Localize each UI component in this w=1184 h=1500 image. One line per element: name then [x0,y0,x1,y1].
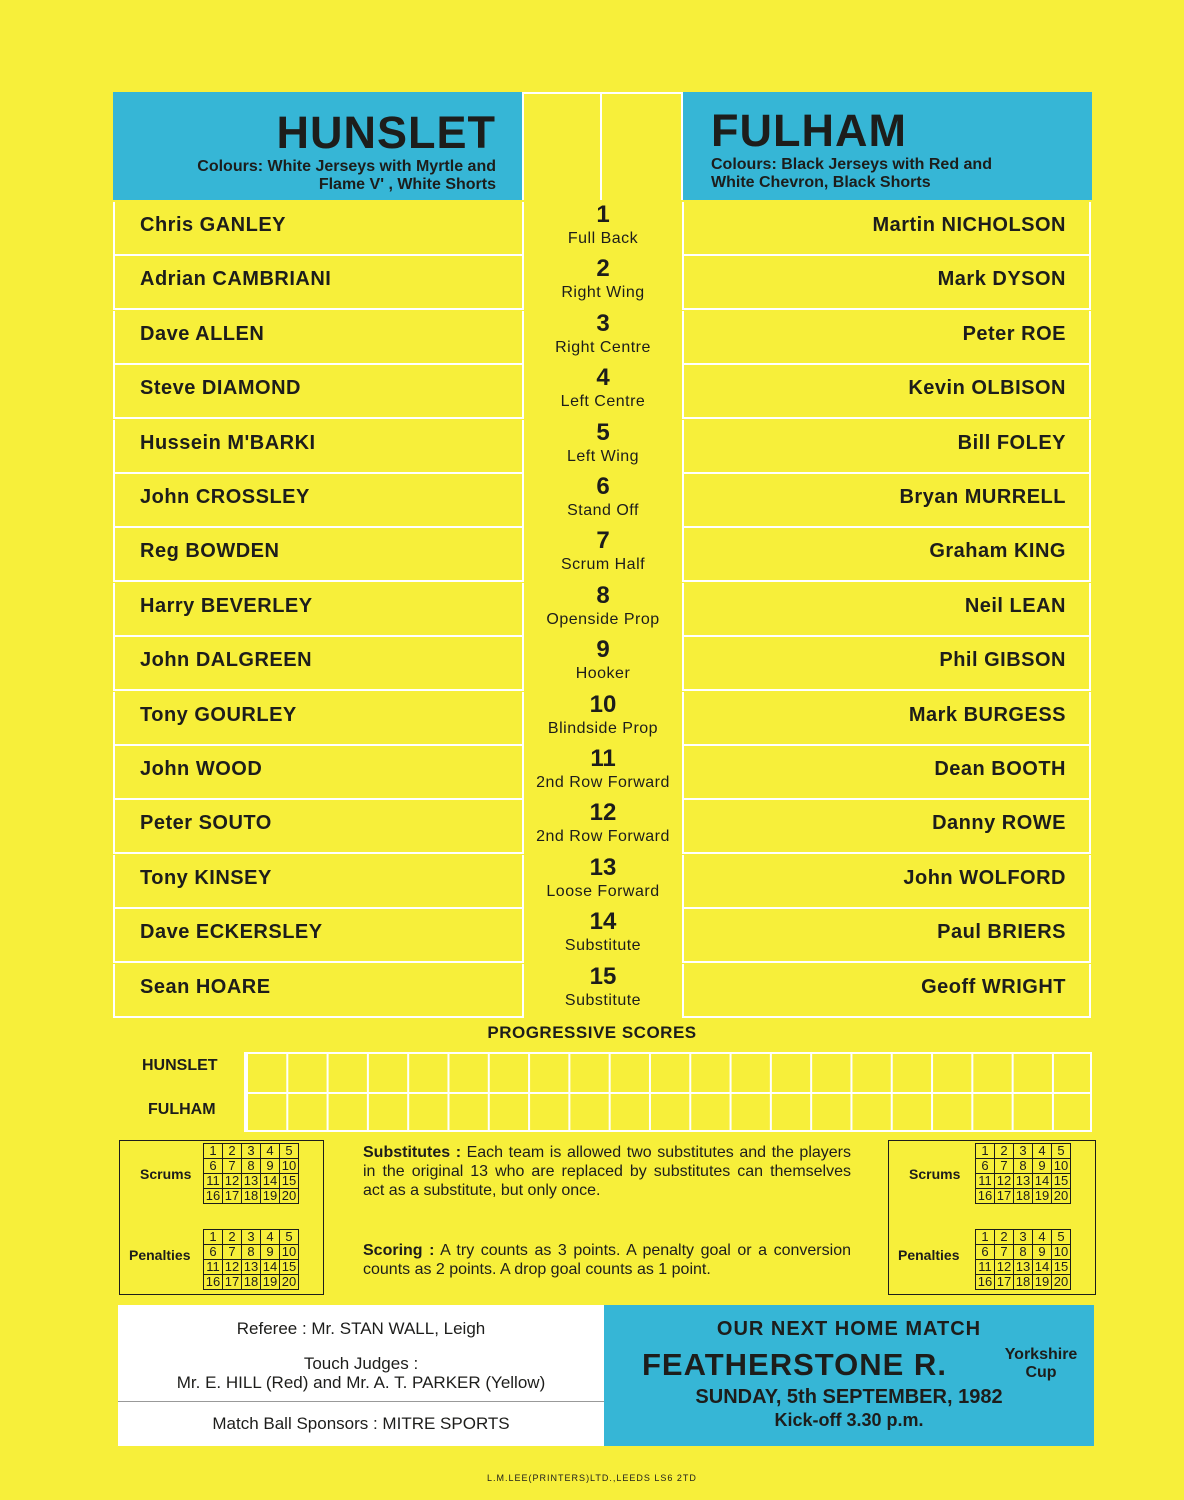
away-penalties-label: Penalties [898,1247,960,1263]
tally-cell: 9 [1033,1159,1052,1174]
position-name: 2nd Row Forward [536,774,670,791]
position-name: Stand Off [567,502,639,519]
tally-cell: 14 [261,1174,280,1189]
tally-cell: 6 [204,1159,223,1174]
tally-cell: 3 [1014,1144,1033,1159]
home-player: Paul BRIERS [937,921,1066,944]
tally-cell: 18 [1014,1275,1033,1290]
tally-cell: 8 [242,1245,261,1260]
touch-judges-names: Mr. E. HILL (Red) and Mr. A. T. PARKER (Yellow) [176,1373,546,1392]
lineup-row [113,909,1092,963]
tally-cell: 8 [1014,1159,1033,1174]
tally-cell: 20 [1052,1189,1071,1204]
home-colours-line-2: Flame V' , White Shorts [318,176,496,193]
home-player: Bryan MURRELL [899,486,1066,508]
home-team-colours [113,158,496,194]
home-player: Geoff WRIGHT [921,975,1066,998]
next-match-opponent: FEATHERSTONE R. [642,1347,947,1382]
tally-cell: 11 [204,1174,223,1189]
tally-cell: 11 [204,1260,223,1275]
tally-cell: 1 [204,1144,223,1159]
tally-cell: 12 [995,1260,1014,1275]
tally-cell: 3 [1014,1230,1033,1245]
tally-cell: 7 [223,1159,242,1174]
away-player: Steve DIAMOND [140,377,301,400]
tally-cell: 10 [280,1245,299,1260]
shirt-number: 5 [596,418,610,446]
position-name: Hooker [575,665,631,683]
position-name: Scrum Half [560,556,646,574]
tally-cell: 10 [1052,1159,1071,1174]
shirt-number: 14 [589,908,617,936]
next-match-date: SUNDAY, 5th SEPTEMBER, 1982 [695,1386,1003,1408]
scoring-rule-text: A try counts as 3 points. A penalty goal or a conversion counts as 2 points. A drop goal counts as 1 point. [363,1242,851,1278]
competition-line-1: Yorkshire [1004,1346,1078,1363]
scoring-rule [363,1241,851,1279]
next-match-competition [996,1346,1086,1382]
next-home-match-box [604,1305,1094,1446]
lineup-row [113,528,1092,582]
tally-cell: 18 [242,1275,261,1290]
tally-cell: 17 [995,1275,1014,1290]
substitutes-rule [363,1143,851,1200]
tally-cell: 12 [995,1174,1014,1189]
position-name: Left Wing [566,447,640,465]
shirt-number: 11 [590,745,616,772]
tally-cell: 13 [1014,1260,1033,1275]
position-name: Right Centre [555,338,651,356]
home-colours-line-1: Colours: White Jerseys with Myrtle and [197,158,496,175]
home-player: Dean BOOTH [934,758,1066,780]
shirt-number: 2 [596,255,610,283]
progressive-away-label: FULHAM [148,1101,216,1118]
tally-cell: 1 [204,1230,223,1245]
shirt-number: 13 [589,853,617,881]
home-player: Graham KING [929,540,1066,563]
shirt-number: 12 [589,799,617,827]
progressive-scores-grid [244,1052,1092,1132]
touch-judges-title: Touch Judges : [303,1354,419,1373]
tally-cell: 19 [1033,1275,1052,1290]
competition-line-2: Cup [1025,1364,1057,1381]
referee: Referee : Mr. STAN WALL, Leigh [236,1319,486,1338]
lineup-row [113,637,1092,691]
tally-cell: 17 [223,1275,242,1290]
tally-cell: 4 [1033,1230,1052,1245]
tally-cell: 11 [976,1174,995,1189]
tally-cell: 14 [261,1260,280,1275]
tally-cell: 20 [280,1275,299,1290]
tally-cell: 11 [976,1260,995,1275]
away-player: John CROSSLEY [140,486,310,508]
progressive-scores-title: PROGRESSIVE SCORES [487,1023,697,1042]
tally-cell: 3 [242,1230,261,1245]
tally-cell: 19 [261,1189,280,1204]
tally-cell: 16 [204,1275,223,1290]
away-tally-box [888,1140,1096,1295]
substitutes-rule-heading: Substitutes : [363,1144,462,1161]
tally-cell: 13 [242,1174,261,1189]
tally-cell: 16 [976,1275,995,1290]
away-team-header [683,92,1092,200]
tally-cell: 20 [280,1189,299,1204]
officials-box [118,1305,604,1446]
home-penalties-label: Penalties [129,1247,191,1263]
tally-cell: 3 [242,1144,261,1159]
tally-cell: 9 [1033,1245,1052,1260]
lineup-row [113,746,1092,800]
tally-cell: 10 [280,1159,299,1174]
shirt-number: 10 [589,690,617,718]
home-player: Martin NICHOLSON [872,214,1066,236]
home-penalties-tally [203,1229,299,1290]
position-name: 2nd Row Forward [536,828,670,846]
tally-cell: 1 [976,1144,995,1159]
home-player: Danny ROWE [932,812,1066,835]
away-scrums-tally [975,1143,1071,1204]
tally-cell: 7 [995,1245,1014,1260]
away-player: Chris GANLEY [140,214,287,236]
match-ball-sponsor: Match Ball Sponsors : MITRE SPORTS [212,1414,510,1433]
tally-cell: 14 [1033,1260,1052,1275]
scoring-rule-heading: Scoring : [363,1242,435,1259]
away-player: Hussein M'BARKI [140,431,316,454]
position-name: Substitute [564,991,642,1009]
away-scrums-label: Scrums [909,1166,961,1182]
position-name: Substitute [564,937,642,955]
away-player: John DALGREEN [140,649,313,672]
tally-cell: 12 [223,1174,242,1189]
home-player: John WOLFORD [903,866,1066,889]
away-player: Peter SOUTO [140,812,272,835]
home-tally-box [119,1140,324,1295]
lineup-row [113,365,1092,419]
shirt-number: 9 [596,636,610,664]
position-header-space [522,92,683,200]
tally-cell: 15 [1052,1174,1071,1189]
next-match-kickoff: Kick-off 3.30 p.m. [774,1410,924,1430]
lineup-row [113,692,1092,746]
lineup-row [113,474,1092,528]
tally-cell: 5 [1052,1230,1071,1245]
tally-cell: 9 [261,1159,280,1174]
away-player: Dave ECKERSLEY [140,921,323,944]
tally-cell: 5 [1052,1144,1071,1159]
tally-cell: 16 [204,1189,223,1204]
lineup-row [113,202,1092,256]
shirt-number: 3 [596,309,610,337]
next-match-heading: OUR NEXT HOME MATCH [716,1318,982,1340]
lineup-row [113,800,1092,854]
substitutes-rule-text: Each team is allowed two substitutes and the players in the original 13 who are replaced by substitutes can themselves act as a substitute, but only once. [363,1144,851,1199]
tally-cell: 2 [223,1144,242,1159]
away-penalties-tally [975,1229,1071,1290]
shirt-number: 6 [596,473,610,500]
tally-cell: 13 [1014,1174,1033,1189]
tally-cell: 15 [1052,1260,1071,1275]
home-player: Mark BURGESS [908,703,1066,726]
tally-cell: 8 [1014,1245,1033,1260]
away-player: Tony KINSEY [140,866,272,889]
tally-cell: 20 [1052,1275,1071,1290]
shirt-number: 15 [589,962,617,990]
tally-cell: 17 [995,1189,1014,1204]
tally-cell: 7 [995,1159,1014,1174]
tally-cell: 2 [995,1144,1014,1159]
tally-cell: 12 [223,1260,242,1275]
tally-cell: 4 [1033,1144,1052,1159]
shirt-number: 7 [596,527,610,555]
tally-cell: 6 [976,1159,995,1174]
away-player: Reg BOWDEN [140,540,280,563]
home-player: Mark DYSON [937,268,1066,291]
tally-cell: 15 [280,1174,299,1189]
lineup-row [113,583,1092,637]
away-player: Adrian CAMBRIANI [140,268,332,291]
away-team-name: FULHAM [711,105,907,156]
position-name: Right Wing [561,284,645,302]
tally-cell: 4 [261,1144,280,1159]
shirt-number: 8 [596,581,610,609]
shirt-number: 4 [596,364,610,392]
tally-cell: 8 [242,1159,261,1174]
lineup-row [113,855,1092,909]
lineup-row [113,311,1092,365]
home-player: Kevin OLBISON [908,377,1066,400]
tally-cell: 9 [261,1245,280,1260]
position-name: Left Centre [560,393,646,411]
tally-cell: 7 [223,1245,242,1260]
tally-cell: 6 [204,1245,223,1260]
printer-credit: L.M.LEE(PRINTERS)LTD.,LEEDS LS6 2TD [487,1473,697,1483]
shirt-number: 1 [596,201,610,228]
away-colours-line-2: White Chevron, Black Shorts [711,174,931,191]
tally-cell: 19 [261,1275,280,1290]
tally-cell: 2 [223,1230,242,1245]
tally-cell: 13 [242,1260,261,1275]
lineup-row [113,964,1092,1018]
tally-cell: 14 [1033,1174,1052,1189]
lineup-row [113,256,1092,310]
tally-cell: 2 [995,1230,1014,1245]
away-team-colours [711,156,1092,192]
tally-cell: 18 [1014,1189,1033,1204]
home-scrums-label: Scrums [140,1166,192,1182]
tally-cell: 4 [261,1230,280,1245]
tally-cell: 16 [976,1189,995,1204]
tally-cell: 5 [280,1144,299,1159]
away-player: Harry BEVERLEY [140,594,313,617]
lineup-row [113,420,1092,474]
tally-cell: 10 [1052,1245,1071,1260]
away-player: John WOOD [140,758,263,780]
home-player: Neil LEAN [964,594,1066,617]
tally-cell: 19 [1033,1189,1052,1204]
position-name: Openside Prop [546,610,660,628]
home-player: Peter ROE [962,322,1066,345]
home-scrums-tally [203,1143,299,1204]
home-player: Bill FOLEY [957,431,1066,454]
tally-cell: 17 [223,1189,242,1204]
tally-cell: 18 [242,1189,261,1204]
away-player: Tony GOURLEY [140,703,297,726]
away-player: Dave ALLEN [140,322,265,345]
position-name: Full Back [567,230,639,247]
tally-cell: 1 [976,1230,995,1245]
tally-cell: 15 [280,1260,299,1275]
home-team-name: HUNSLET [276,107,496,158]
home-player: Phil GIBSON [939,649,1066,672]
tally-cell: 6 [976,1245,995,1260]
away-colours-line-1: Colours: Black Jerseys with Red and [711,156,992,173]
position-name: Loose Forward [546,882,660,900]
position-name: Blindside Prop [547,719,659,737]
away-player: Sean HOARE [140,975,271,998]
home-team-header [113,92,522,200]
tally-cell: 5 [280,1230,299,1245]
progressive-home-label: HUNSLET [142,1057,218,1074]
